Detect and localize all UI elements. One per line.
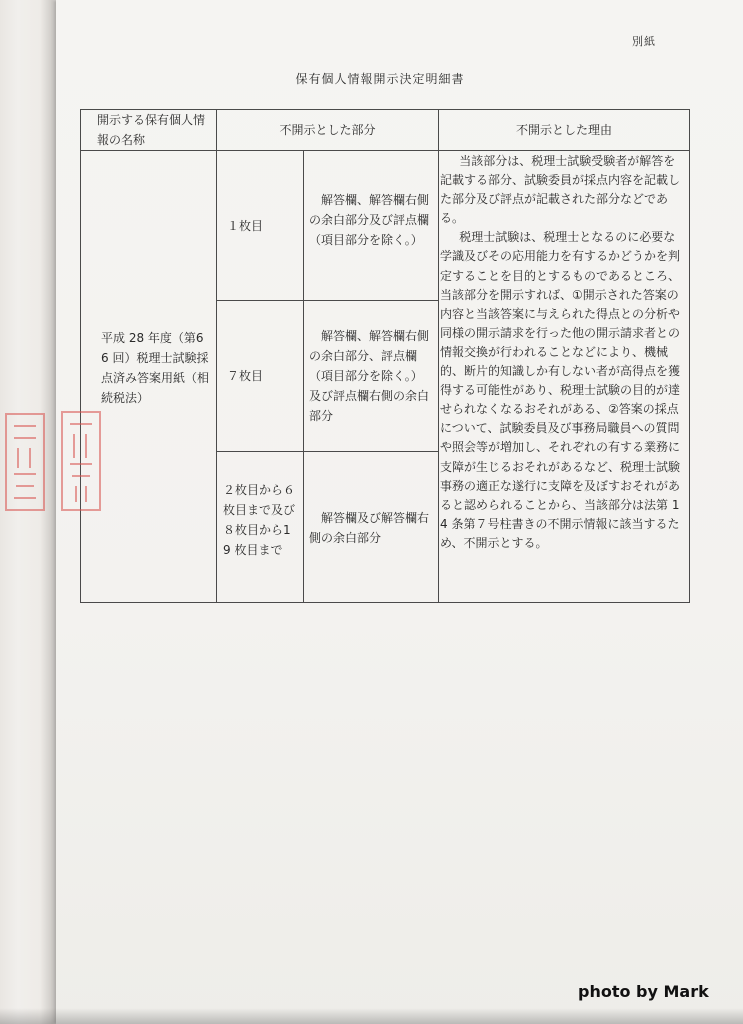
record-name: 平成 28 年度（第66 回）税理士試験採点済み答案用紙（相続税法）: [101, 331, 210, 405]
row-1-pages: １枚目: [227, 219, 264, 233]
disclosure-table: [80, 109, 690, 603]
table-divider: [81, 150, 689, 151]
table-divider: [303, 150, 304, 602]
table-divider: [216, 300, 438, 301]
photo-credit: photo by Mark: [578, 982, 709, 1001]
seal-stamp: [2, 408, 102, 513]
header-undisclosed-part: 不開示とした部分: [279, 123, 376, 137]
scan-bottom-edge: [0, 1008, 743, 1024]
row-3-pages: ２枚目から６枚目まで及び８枚目から19 枚目まで: [223, 483, 296, 557]
table-divider: [216, 110, 217, 602]
reason-paragraph: 当該部分は、税理士試験受験者が解答を記載する部分、試験委員が採点内容を記載した部分及び評点が記載された部分などである。: [440, 154, 681, 226]
header-undisclosed-reason: 不開示とした理由: [515, 123, 612, 137]
reason-paragraph: 税理士試験は、税理士となるのに必要な学識及びその応用能力を有するかどうかを判定することを目的とするものであるところ、当該部分を開示すれば、①開示された答案の内容と当該答案に与えられた得点との分析や同様の開示請求を行った他の開示請求者との情報交換が行われることなどにより、機械的、断片的知識しか有しない者が高得点を獲得する可能性があり、税理士試験の目的が達せられなくなるおそれがある、②答案の採点について、試験委員及び事務局職員への質問や照会等が増加し、それぞれの有する業務に支障が生じるおそれがあるなど、税理士試験事務の適正な遂行に支障を及ぼすおそれがあると認められることから、当該部分は法第 14 条第７号柱書きの不開示情報に該当するため、不開示とする。: [440, 230, 681, 550]
row-1-description: 解答欄、解答欄右側の余白部分及び評点欄（項目部分を除く。）: [309, 193, 430, 247]
document-page: [56, 0, 743, 1024]
table-divider: [216, 451, 438, 452]
undisclosed-reason-text: [440, 152, 686, 553]
row-3-description: 解答欄及び解答欄右側の余白部分: [309, 511, 430, 545]
row-2-pages: ７枚目: [227, 369, 264, 383]
document-title: 保有個人情報開示決定明細書: [295, 72, 465, 86]
row-2-description: 解答欄、解答欄右側の余白部分、評点欄（項目部分を除く。）及び評点欄右側の余白部分: [309, 329, 430, 423]
table-divider: [438, 110, 439, 602]
appendix-label: 別紙: [632, 35, 656, 48]
header-item-name: 開示する保有個人情報の名称: [97, 113, 206, 147]
